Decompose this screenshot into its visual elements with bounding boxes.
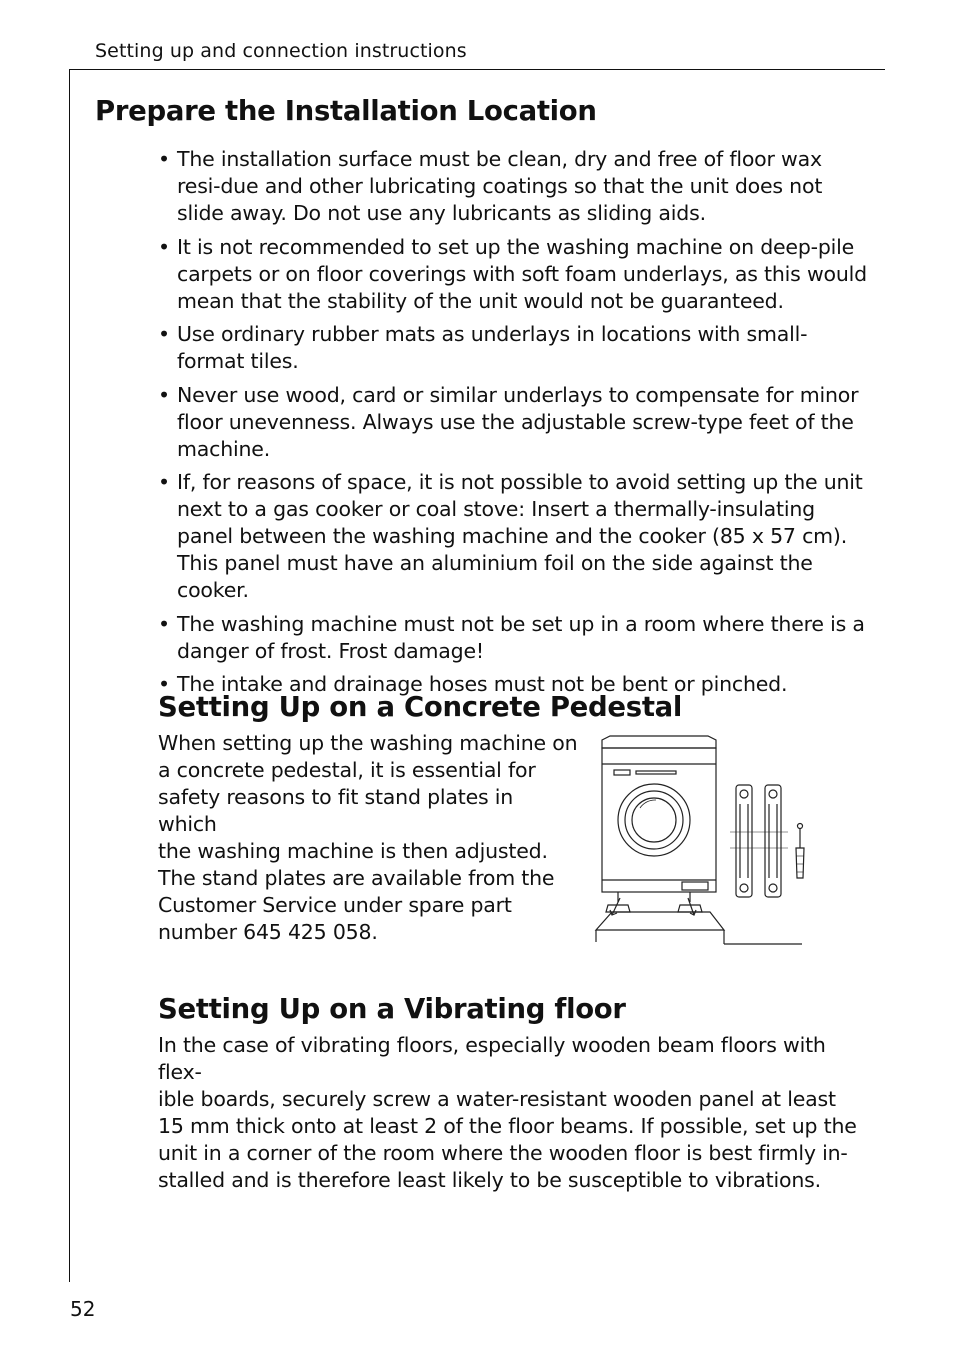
bullet-item: • The intake and drainage hoses must not be bent or pinched. bbox=[158, 671, 870, 698]
bullet-item: • If, for reasons of space, it is not possible to avoid setting up the unit next to a gas cooker or coal stove: Insert a thermally-insulating panel between the washing machine and the cooker (85 x 57 cm). This panel must have an aluminium foil on the side against the cooker. bbox=[158, 469, 870, 604]
vibrating-paragraph: In the case of vibrating floors, especially wooden beam floors with flex- ible boards, securely screw a water-resistant wooden panel at least 15 mm thick onto at least 2 of the floor beams. If possible, set up the unit in a corner of the room where the wooden floor is best firmly in- stalled and is therefore least likely to be susceptible to vibrations. bbox=[158, 1033, 857, 1192]
section-title-concrete: Setting Up on a Concrete Pedestal bbox=[158, 691, 683, 723]
bullet-item: • Use ordinary rubber mats as underlays in locations with small-format tiles. bbox=[158, 321, 870, 375]
bullet-item: • The washing machine must not be set up in a room where there is a danger of frost. Frost damage! bbox=[158, 611, 870, 665]
bullet-item: • It is not recommended to set up the washing machine on deep-pile carpets or on floor coverings with soft foam underlays, as this would mean that the stability of the unit would not be guaranteed. bbox=[158, 234, 870, 315]
section-title-vibrating: Setting Up on a Vibrating floor bbox=[158, 993, 626, 1025]
header-rule bbox=[69, 69, 885, 70]
washing-machine-on-pedestal-illustration bbox=[590, 730, 810, 950]
concrete-paragraph: When setting up the washing machine on a concrete pedestal, it is essential for safety reasons to fit stand plates in which the washing machine is then adjusted. The stand plates are available from the Customer Service under spare part number 645 425 058. bbox=[158, 731, 578, 944]
bullet-item: • Never use wood, card or similar underlays to compensate for minor floor unevenness. Always use the adjustable screw-type feet of the machine. bbox=[158, 382, 870, 463]
installation-bullet-list bbox=[158, 146, 870, 705]
page-number: 52 bbox=[70, 1297, 96, 1321]
running-header: Setting up and connection instructions bbox=[95, 40, 467, 62]
section-title-prepare: Prepare the Installation Location bbox=[95, 95, 597, 127]
bullet-item: • The installation surface must be clean, dry and free of floor wax resi-due and other lubricating coatings so that the unit does not slide away. Do not use any lubricants as sliding aids. bbox=[158, 146, 870, 227]
margin-rule bbox=[69, 69, 70, 1282]
